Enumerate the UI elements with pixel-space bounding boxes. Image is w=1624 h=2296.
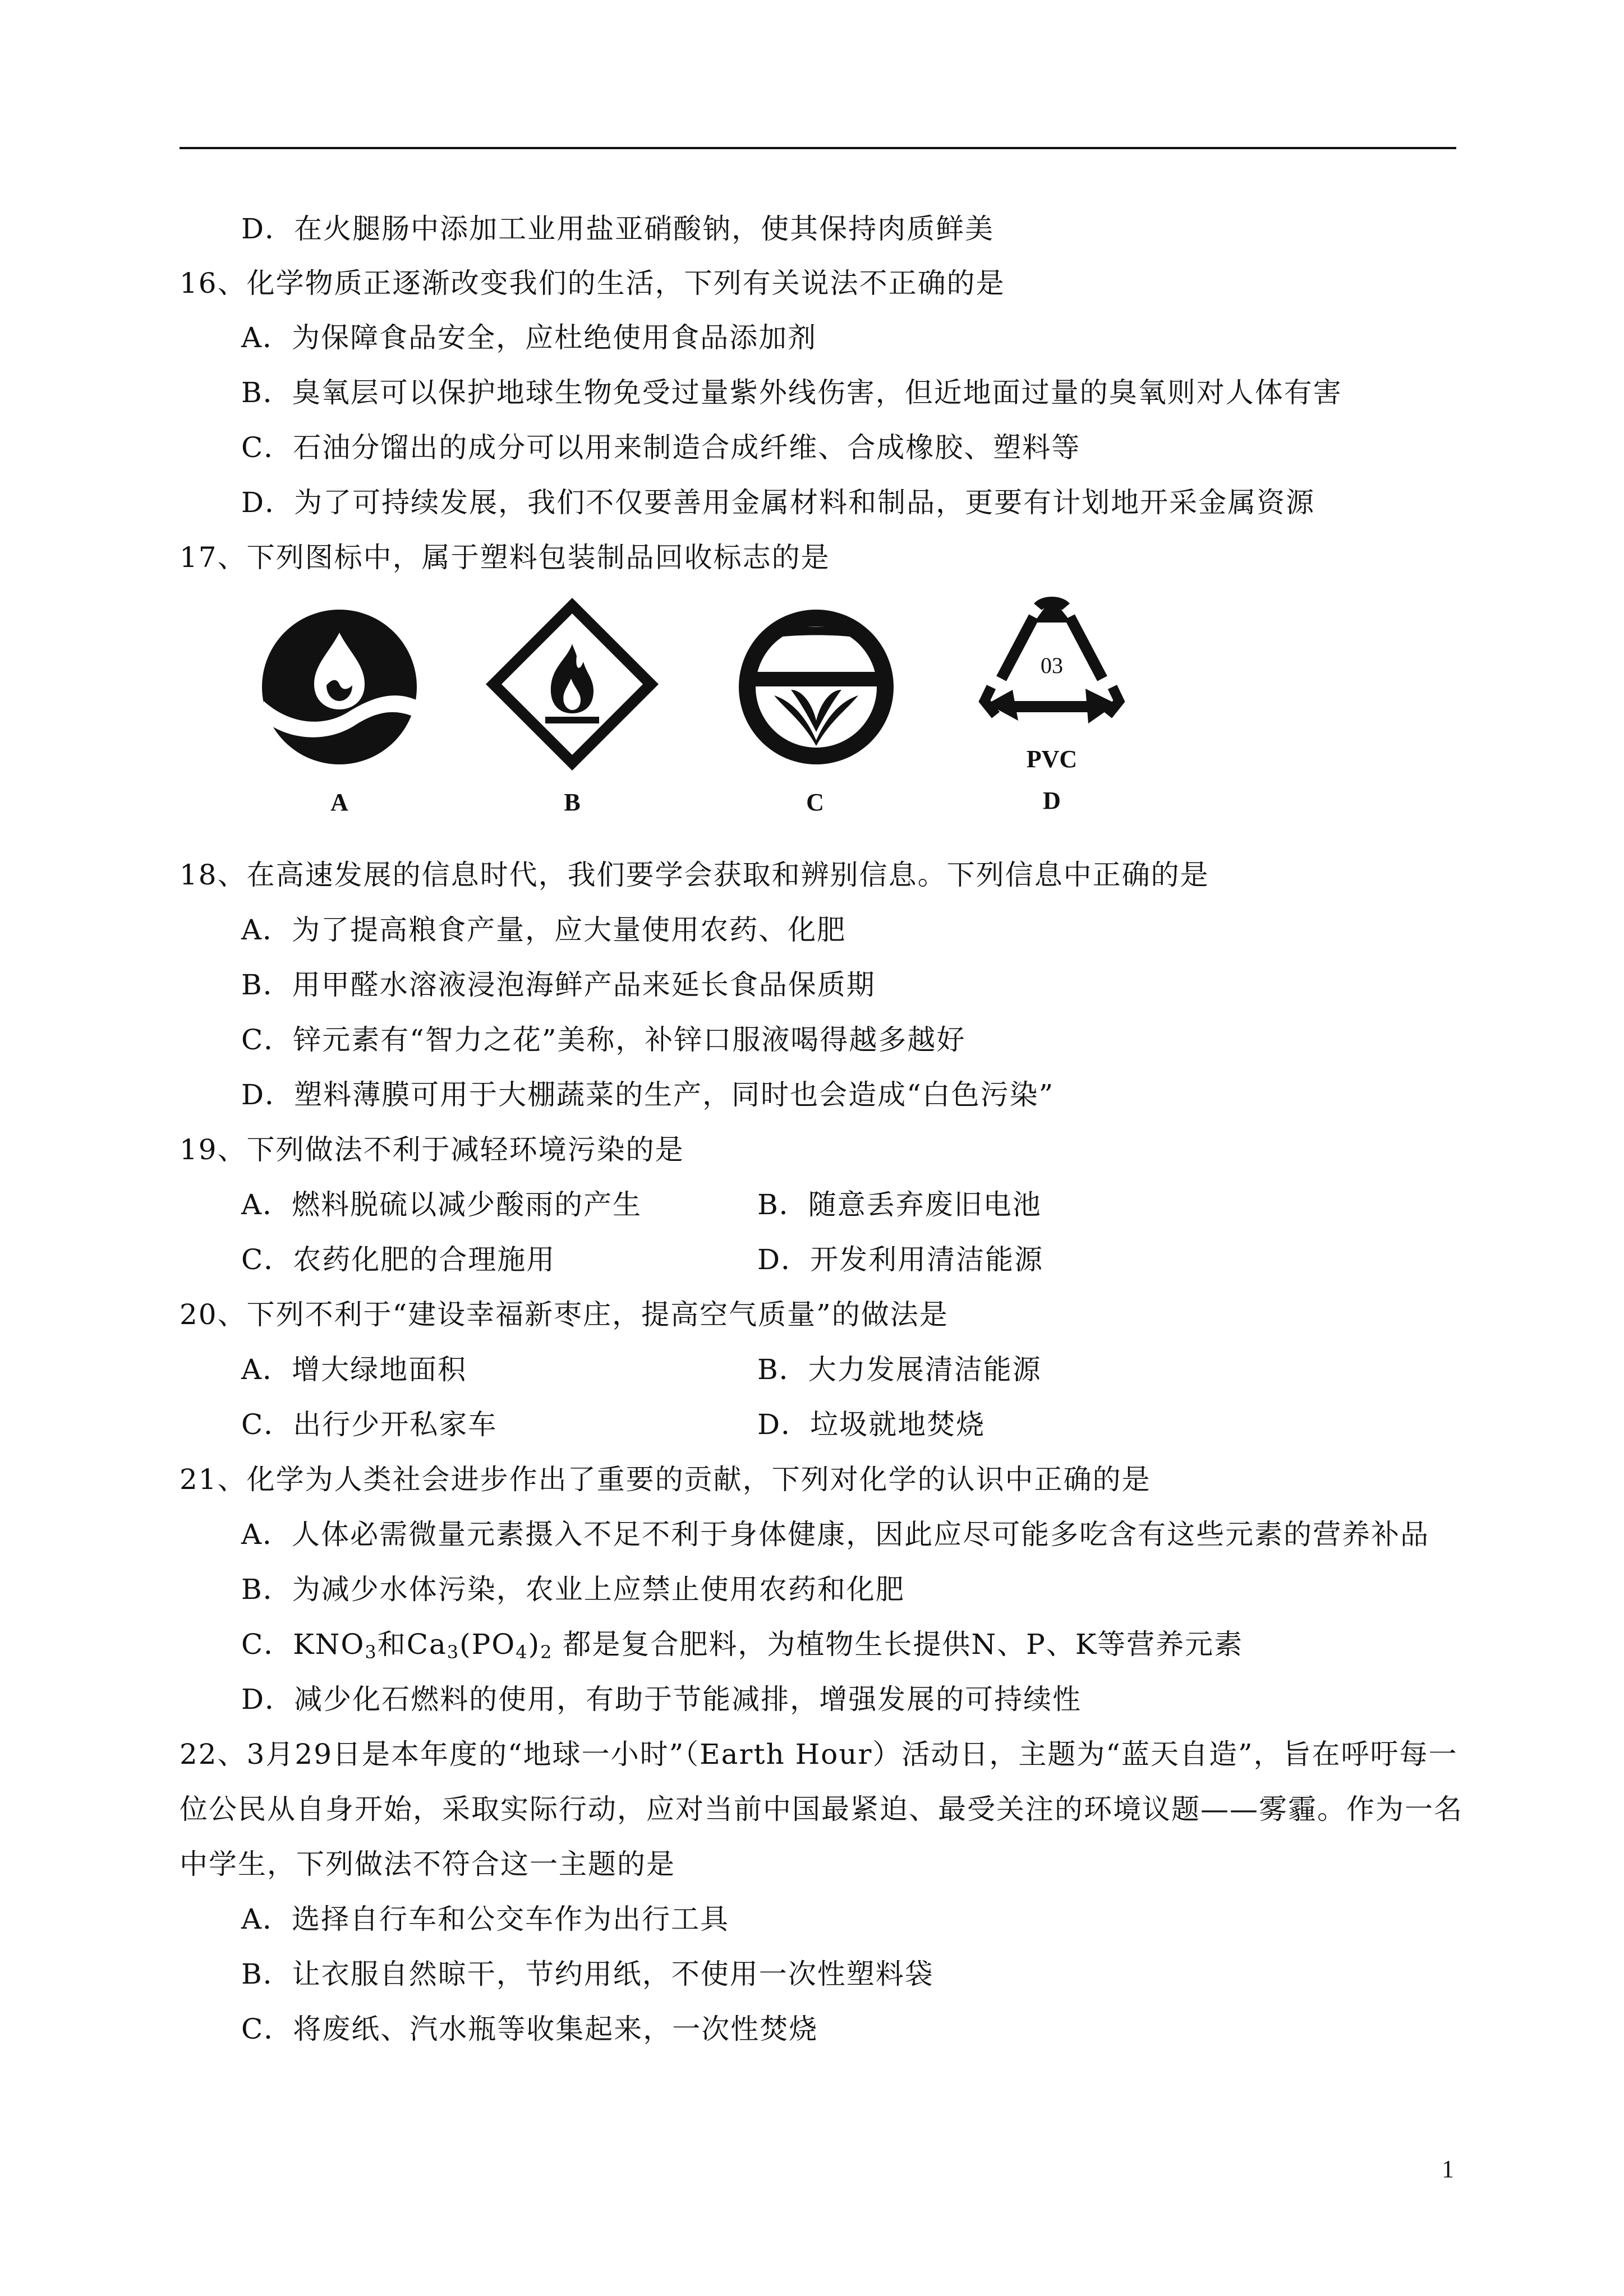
q19-option-c: C．农药化肥的合理施用	[241, 1243, 556, 1276]
pvc-code: 03	[1041, 653, 1063, 678]
q16-option-b: B．臭氧层可以保护地球生物免受过量紫外线伤害，但近地面过量的臭氧则对人体有害	[241, 376, 1342, 409]
q19-option-b: B．随意丢弃废旧电池	[757, 1188, 1042, 1221]
q19-stem: 19、下列做法不利于减轻环境污染的是	[180, 1133, 684, 1166]
q21-stem: 21、化学为人类社会进步作出了重要的贡献，下列对化学的认识中正确的是	[180, 1463, 1151, 1496]
q21-option-c: C．$KNO_3$和$Ca_3(PO_4)_2$ 都是复合肥料，为植物生长提供N、P、K等营养元素	[241, 1628, 1244, 1663]
q16-option-a: A．为保障食品安全，应杜绝使用食品添加剂	[241, 321, 817, 354]
q18-option-b: B．用甲醛水溶液浸泡海鲜产品来延长食品保质期	[241, 969, 876, 1001]
q18-option-c: C．锌元素有“智力之花”美称，补锌口服液喝得越多越好	[241, 1023, 966, 1056]
flammable-hazard-icon	[482, 594, 662, 774]
green-food-icon	[735, 606, 898, 768]
q17-label-d: D	[1043, 787, 1061, 814]
q17-label-b: B	[564, 789, 581, 816]
q18-option-a: A．为了提高粮食产量，应大量使用农药、化肥	[241, 914, 846, 946]
q18-stem: 18、在高速发展的信息时代，我们要学会获取和辨别信息。下列信息中正确的是	[180, 859, 1209, 891]
water-saving-icon	[258, 606, 421, 768]
q22-stem-line1: 22、3月29日是本年度的“地球一小时”（Earth Hour）活动日，主题为“蓝天自造”，旨在呼吁每一	[180, 1738, 1458, 1771]
q22-stem-line3: 中学生，下列做法不符合这一主题的是	[180, 1848, 675, 1880]
q20-option-d: D．垃圾就地焚烧	[757, 1408, 986, 1441]
q16-option-d: D．为了可持续发展，我们不仅要善用金属材料和制品，更要有计划地开采金属资源	[241, 486, 1315, 519]
pvc-caption: PVC	[1026, 745, 1078, 773]
q21-option-b: B．为减少水体污染，农业上应禁止使用农药和化肥	[241, 1573, 905, 1606]
q17-label-c: C	[806, 789, 824, 816]
q21-option-d: D．减少化石燃料的使用，有助于节能减排，增强发展的可持续性	[241, 1683, 1082, 1716]
q16-stem: 16、化学物质正逐渐改变我们的生活，下列有关说法不正确的是	[180, 267, 1005, 299]
q19-option-d: D．开发利用清洁能源	[757, 1243, 1044, 1276]
q17-icon-row	[241, 594, 1167, 830]
q16-option-c: C．石油分馏出的成分可以用来制造合成纤维、合成橡胶、塑料等	[241, 431, 1081, 464]
pvc-recycling-icon	[968, 594, 1136, 740]
q17-label-a: A	[330, 789, 348, 816]
q20-option-a: A．增大绿地面积	[241, 1353, 467, 1386]
q22-stem-line2: 位公民从自身开始，采取实际行动，应对当前中国最紧迫、最受关注的环境议题——雾霾。作为一名	[180, 1793, 1463, 1825]
header-rule	[180, 147, 1456, 149]
q17-stem: 17、下列图标中，属于塑料包装制品回收标志的是	[180, 541, 830, 574]
q15-option-d: D．在火腿肠中添加工业用盐亚硝酸钠，使其保持肉质鲜美	[241, 213, 995, 245]
q22-option-b: B．让衣服自然晾干，节约用纸，不使用一次性塑料袋	[241, 1958, 934, 1990]
q20-stem: 20、下列不利于“建设幸福新枣庄，提高空气质量”的做法是	[180, 1298, 949, 1331]
q22-option-c: C．将废纸、汽水瓶等收集起来，一次性焚烧	[241, 2013, 818, 2045]
page-number: 1	[1442, 2155, 1454, 2183]
q22-option-a: A．选择自行车和公交车作为出行工具	[241, 1903, 730, 1935]
q21-option-a: A．人体必需微量元素摄入不足不利于身体健康，因此应尽可能多吃含有这些元素的营养补品	[241, 1518, 1430, 1551]
q19-option-a: A．燃料脱硫以减少酸雨的产生	[241, 1188, 642, 1221]
q20-option-b: B．大力发展清洁能源	[757, 1353, 1042, 1386]
q18-option-d: D．塑料薄膜可用于大棚蔬菜的生产，同时也会造成“白色污染”	[241, 1078, 1055, 1111]
q20-option-c: C．出行少开私家车	[241, 1408, 498, 1441]
